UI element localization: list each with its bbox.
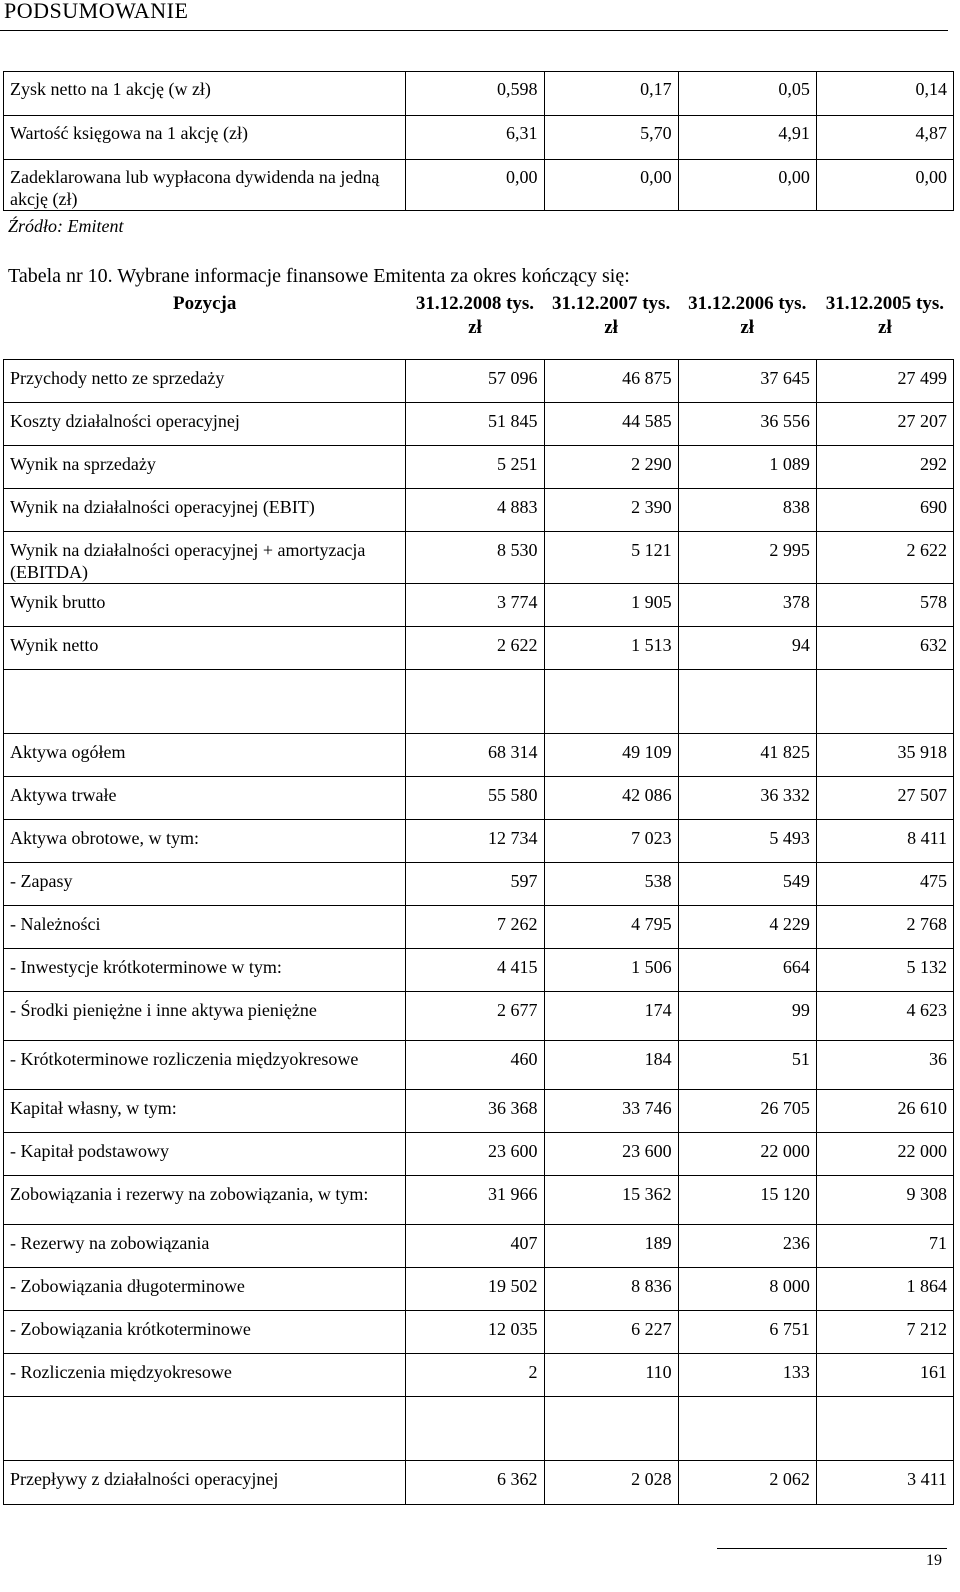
cell-value: 133 [678,1353,816,1396]
cell-value: 110 [544,1353,678,1396]
cell-value: 0,00 [678,160,816,211]
cell-value: 6 751 [678,1310,816,1353]
cell-value: 46 875 [544,359,678,402]
cell-value: 36 [816,1040,953,1089]
cell-value: 3 774 [406,583,544,626]
cell-value: 35 918 [816,733,953,776]
cell-value: 2 622 [406,626,544,669]
cell-value: 578 [816,583,953,626]
cell-value: 690 [816,488,953,531]
row-label: Wynik brutto [4,583,406,626]
cell-value: 23 600 [544,1132,678,1175]
table-row [4,531,954,583]
cell-value: 1 089 [678,445,816,488]
cell-value: 57 096 [406,359,544,402]
cell-value: 41 825 [678,733,816,776]
cell-value: 15 120 [678,1175,816,1224]
cell-value: 22 000 [678,1132,816,1175]
table-row [4,905,954,948]
cell-value: 33 746 [544,1089,678,1132]
cell-value: 4 623 [816,991,953,1040]
cell-value: 5,70 [544,116,678,160]
cell-value: 2 622 [816,531,953,583]
table-row [4,1175,954,1224]
cell-value: 99 [678,991,816,1040]
cell-value [816,1396,953,1460]
cell-value: 9 308 [816,1175,953,1224]
per-share-table [3,71,954,211]
cell-value: 36 368 [406,1089,544,1132]
table-row [4,1396,954,1460]
table-row [4,160,954,211]
cell-value: 51 845 [406,402,544,445]
cell-value: 174 [544,991,678,1040]
cell-value: 26 610 [816,1089,953,1132]
row-label: - Rozliczenia międzyokresowe [4,1353,406,1396]
cell-value [406,669,544,733]
table-row [4,1460,954,1504]
cell-value: 6,31 [406,116,544,160]
cell-value: 1 864 [816,1267,953,1310]
cell-value: 27 499 [816,359,953,402]
row-label [4,1396,406,1460]
cell-value: 5 493 [678,819,816,862]
row-label: - Inwestycje krótkoterminowe w tym: [4,948,406,991]
cell-value: 94 [678,626,816,669]
row-label [4,669,406,733]
cell-value: 460 [406,1040,544,1089]
cell-value: 549 [678,862,816,905]
cell-value: 49 109 [544,733,678,776]
cell-value: 632 [816,626,953,669]
column-header-date: 31.12.2006 tys. zł [678,289,816,359]
cell-value: 2 062 [678,1460,816,1504]
cell-value: 538 [544,862,678,905]
cell-value: 2 768 [816,905,953,948]
column-header-date: 31.12.2008 tys. zł [406,289,544,359]
cell-value: 2 677 [406,991,544,1040]
cell-value: 8 836 [544,1267,678,1310]
row-label: - Środki pieniężne i inne aktywa pieniężne [4,991,406,1040]
row-label: Wynik na działalności operacyjnej + amortyzacja (EBITDA) [4,531,406,583]
cell-value: 838 [678,488,816,531]
cell-value: 0,14 [816,72,953,116]
cell-value: 2 [406,1353,544,1396]
cell-value: 12 035 [406,1310,544,1353]
source-note: Źródło: Emitent [8,216,124,236]
column-header-date: 31.12.2005 tys. zł [816,289,953,359]
row-label: Przychody netto ze sprzedaży [4,359,406,402]
table-header-row [4,289,954,359]
cell-value: 7 262 [406,905,544,948]
row-label: Wartość księgowa na 1 akcję (zł) [4,116,406,160]
table-row [4,862,954,905]
section-title: PODSUMOWANIE [4,0,189,23]
cell-value: 236 [678,1224,816,1267]
table-row [4,1310,954,1353]
cell-value: 36 332 [678,776,816,819]
cell-value: 68 314 [406,733,544,776]
cell-value: 0,598 [406,72,544,116]
table-row [4,402,954,445]
table-row [4,1353,954,1396]
column-header-position: Pozycja [4,289,406,359]
row-label: - Należności [4,905,406,948]
cell-value: 36 556 [678,402,816,445]
table-row [4,1040,954,1089]
table-row [4,488,954,531]
table-row [4,359,954,402]
cell-value: 71 [816,1224,953,1267]
cell-value: 31 966 [406,1175,544,1224]
row-label: Wynik na sprzedaży [4,445,406,488]
cell-value: 4 229 [678,905,816,948]
cell-value: 12 734 [406,819,544,862]
cell-value [678,669,816,733]
cell-value: 189 [544,1224,678,1267]
cell-value: 378 [678,583,816,626]
cell-value: 407 [406,1224,544,1267]
cell-value: 664 [678,948,816,991]
row-label: Wynik na działalności operacyjnej (EBIT) [4,488,406,531]
row-label: - Rezerwy na zobowiązania [4,1224,406,1267]
cell-value [544,1396,678,1460]
cell-value: 8 000 [678,1267,816,1310]
cell-value: 6 227 [544,1310,678,1353]
cell-value: 27 207 [816,402,953,445]
table-row [4,445,954,488]
cell-value: 51 [678,1040,816,1089]
table-row [4,669,954,733]
cell-value: 4 415 [406,948,544,991]
cell-value: 19 502 [406,1267,544,1310]
cell-value: 0,17 [544,72,678,116]
row-label: Zysk netto na 1 akcję (w zł) [4,72,406,116]
cell-value: 6 362 [406,1460,544,1504]
row-label: Aktywa ogółem [4,733,406,776]
cell-value: 5 121 [544,531,678,583]
table-row [4,1132,954,1175]
table-row [4,583,954,626]
table-row [4,626,954,669]
cell-value: 23 600 [406,1132,544,1175]
cell-value: 475 [816,862,953,905]
cell-value: 292 [816,445,953,488]
table-row [4,1089,954,1132]
table-row [4,72,954,116]
cell-value: 5 132 [816,948,953,991]
cell-value [544,669,678,733]
cell-value: 37 645 [678,359,816,402]
table-row [4,819,954,862]
cell-value: 184 [544,1040,678,1089]
cell-value: 7 023 [544,819,678,862]
cell-value: 0,05 [678,72,816,116]
cell-value: 2 028 [544,1460,678,1504]
cell-value: 2 290 [544,445,678,488]
cell-value: 0,00 [544,160,678,211]
cell-value: 4 795 [544,905,678,948]
cell-value: 1 905 [544,583,678,626]
row-label: Wynik netto [4,626,406,669]
cell-value: 4 883 [406,488,544,531]
cell-value: 1 506 [544,948,678,991]
table-row [4,1224,954,1267]
cell-value: 597 [406,862,544,905]
cell-value: 44 585 [544,402,678,445]
row-label: Zadeklarowana lub wypłacona dywidenda na jedną akcję (zł) [4,160,406,211]
column-header-date: 31.12.2007 tys. zł [544,289,678,359]
row-label: - Krótkoterminowe rozliczenia międzyokresowe [4,1040,406,1089]
cell-value [678,1396,816,1460]
cell-value: 161 [816,1353,953,1396]
cell-value: 55 580 [406,776,544,819]
row-label: Aktywa trwałe [4,776,406,819]
table-row [4,1267,954,1310]
cell-value: 5 251 [406,445,544,488]
cell-value: 0,00 [406,160,544,211]
table-caption: Tabela nr 10. Wybrane informacje finansowe Emitenta za okres kończący się: [8,265,630,287]
cell-value: 42 086 [544,776,678,819]
cell-value: 4,91 [678,116,816,160]
page-number: 19 [926,1552,942,1569]
cell-value: 4,87 [816,116,953,160]
footer-divider [717,1548,947,1549]
cell-value [816,669,953,733]
row-label: Przepływy z działalności operacyjnej [4,1460,406,1504]
financial-table [3,289,954,1505]
cell-value: 1 513 [544,626,678,669]
table-row [4,116,954,160]
table-row [4,733,954,776]
row-label: Kapitał własny, w tym: [4,1089,406,1132]
row-label: Zobowiązania i rezerwy na zobowiązania, w tym: [4,1175,406,1224]
table-row [4,776,954,819]
cell-value: 2 995 [678,531,816,583]
cell-value: 0,00 [816,160,953,211]
cell-value: 8 530 [406,531,544,583]
cell-value [406,1396,544,1460]
row-label: Koszty działalności operacyjnej [4,402,406,445]
section-header [0,0,948,31]
cell-value: 15 362 [544,1175,678,1224]
cell-value: 7 212 [816,1310,953,1353]
cell-value: 26 705 [678,1089,816,1132]
table-row [4,991,954,1040]
cell-value: 8 411 [816,819,953,862]
row-label: - Kapitał podstawowy [4,1132,406,1175]
row-label: - Zobowiązania długoterminowe [4,1267,406,1310]
cell-value: 2 390 [544,488,678,531]
row-label: - Zobowiązania krótkoterminowe [4,1310,406,1353]
cell-value: 22 000 [816,1132,953,1175]
cell-value: 3 411 [816,1460,953,1504]
row-label: - Zapasy [4,862,406,905]
table-row [4,948,954,991]
row-label: Aktywa obrotowe, w tym: [4,819,406,862]
cell-value: 27 507 [816,776,953,819]
